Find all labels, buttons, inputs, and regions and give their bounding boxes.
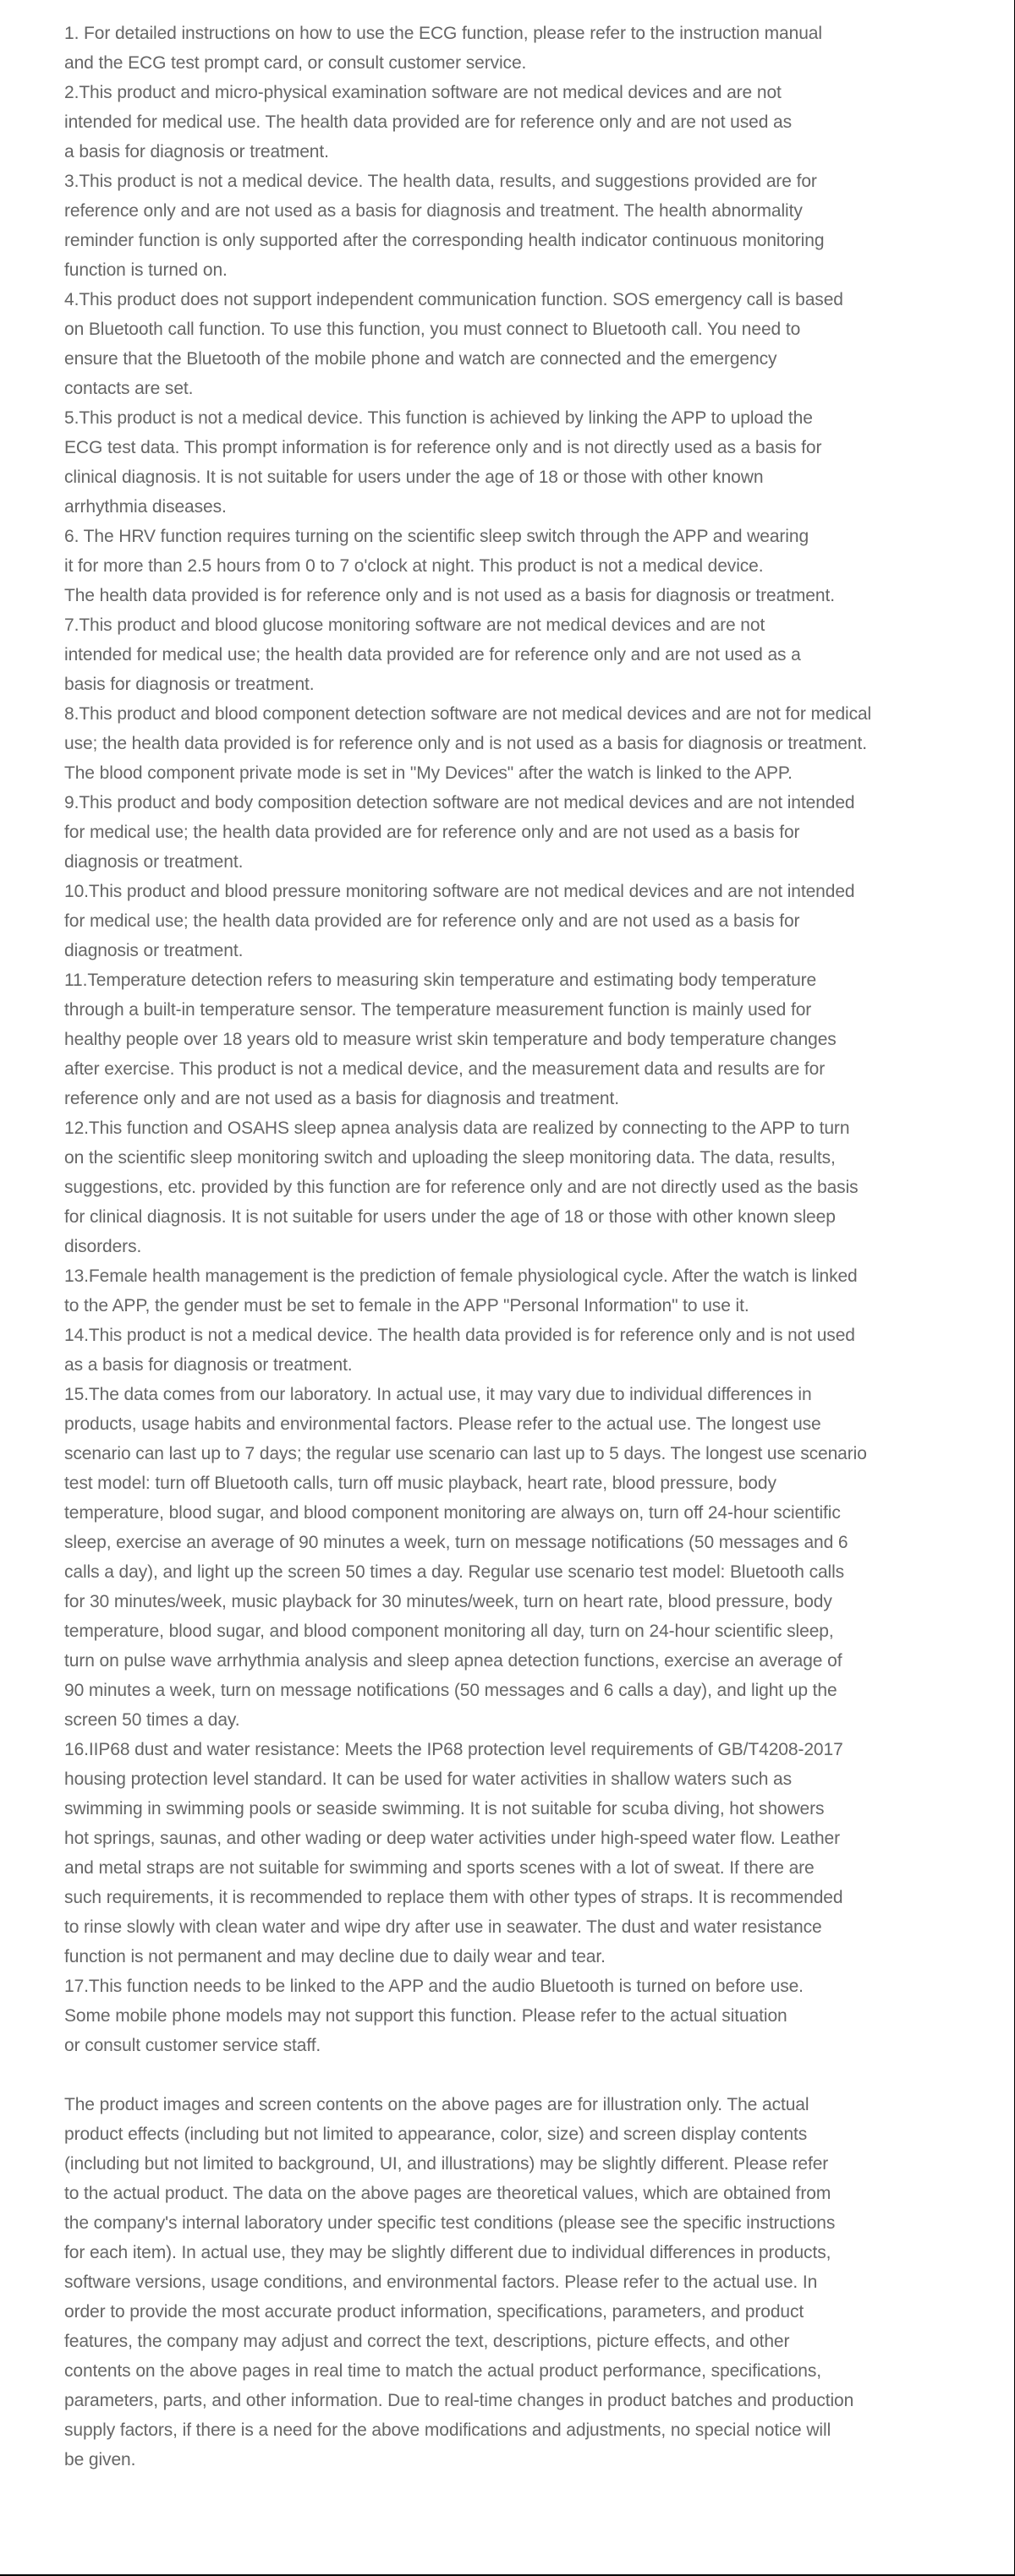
note-item-6 [64,522,871,610]
note-line: swimming in swimming pools or seaside swimming. It is not suitable for scuba diving, hot showers [64,1799,825,1819]
note-line: intended for medical use; the health data provided are for reference only and are not used as a [64,645,801,665]
note-line: 15.The data comes from our laboratory. In actual use, it may vary due to individual differences in [64,1385,812,1404]
note-line: to the APP, the gender must be set to female in the APP "Personal Information" to use it. [64,1296,749,1315]
notes-content [64,19,871,2475]
note-line: a basis for diagnosis or treatment. [64,142,329,161]
notes-list [64,19,871,2060]
note-line: such requirements, it is recommended to replace them with other types of straps. It is recommended [64,1888,843,1907]
note-line: for medical use; the health data provided are for reference only and are not used as a basis for [64,823,800,842]
disclaimer-line: features, the company may adjust and correct the text, descriptions, picture effects, and other [64,2332,790,2351]
disclaimer-line: order to provide the most accurate product information, specifications, parameters, and product [64,2302,804,2322]
note-item-16 [64,1735,871,1972]
note-line: after exercise. This product is not a medical device, and the measurement data and results are for [64,1059,826,1079]
note-line: 11.Temperature detection refers to measuring skin temperature and estimating body temperature [64,971,817,990]
note-line: test model: turn off Bluetooth calls, turn off music playback, heart rate, blood pressure, body [64,1474,776,1493]
note-line: contacts are set. [64,379,194,398]
note-line: reference only and are not used as a basis for diagnosis and treatment. The health abnormality [64,201,803,221]
note-line: intended for medical use. The health data provided are for reference only and are not used as [64,112,793,132]
note-line: hot springs, saunas, and other wading or deep water activities under high-speed water flow. Leather [64,1829,840,1848]
note-line: it for more than 2.5 hours from 0 to 7 o'clock at night. This product is not a medical device. [64,556,764,576]
note-item-7 [64,610,871,699]
note-line: turn on pulse wave arrhythmia analysis and sleep apnea detection functions, exercise an average of [64,1651,842,1671]
note-item-14 [64,1321,871,1380]
disclaimer-line: parameters, parts, and other information. Due to real-time changes in product batches and production [64,2391,854,2410]
note-line: as a basis for diagnosis or treatment. [64,1355,353,1375]
note-line: and the ECG test prompt card, or consult customer service. [64,53,527,73]
note-item-15 [64,1380,871,1735]
note-line: 8.This product and blood component detection software are not medical devices and are not for medical [64,704,872,724]
note-line: 5.This product is not a medical device. This function is achieved by linking the APP to upload the [64,408,813,428]
note-line: temperature, blood sugar, and blood component monitoring are always on, turn off 24-hour scientific [64,1503,841,1523]
disclaimer-line: be given. [64,2450,136,2469]
note-line: function is turned on. [64,260,228,280]
note-line: 13.Female health management is the prediction of female physiological cycle. After the watch is linked [64,1266,858,1286]
note-line: 14.This product is not a medical device. The health data provided is for reference only and is not used [64,1326,855,1345]
note-line: The blood component private mode is set in "My Devices" after the watch is linked to the APP. [64,763,793,783]
disclaimer-line: software versions, usage conditions, and environmental factors. Please refer to the actual use. In [64,2272,818,2292]
disclaimer-line: product effects (including but not limited to appearance, color, size) and screen display contents [64,2125,808,2144]
note-line: ECG test data. This prompt information is for reference only and is not directly used as a basis for [64,438,822,457]
note-line: housing protection level standard. It can be used for water activities in shallow waters such as [64,1769,793,1789]
note-line: The health data provided is for reference only and is not used as a basis for diagnosis or treatment. [64,586,835,605]
note-line: clinical diagnosis. It is not suitable for users under the age of 18 or those with other known [64,468,764,487]
note-line: 90 minutes a week, turn on message notifications (50 messages and 6 calls a day), and light up the [64,1681,837,1700]
note-line: for medical use; the health data provided are for reference only and are not used as a basis for [64,911,800,931]
note-line: to rinse slowly with clean water and wipe dry after use in seawater. The dust and water resistance [64,1917,822,1937]
note-line: 7.This product and blood glucose monitoring software are not medical devices and are not [64,615,765,635]
note-line: 4.This product does not support independent communication function. SOS emergency call is based [64,290,843,309]
note-line: products, usage habits and environmental factors. Please refer to the actual use. The longest use [64,1414,821,1434]
note-line: basis for diagnosis or treatment. [64,675,315,694]
disclaimer-line: to the actual product. The data on the above pages are theoretical values, which are obtained from [64,2184,831,2203]
note-line: 12.This function and OSAHS sleep apnea analysis data are realized by connecting to the APP to turn [64,1118,850,1138]
disclaimer-line: contents on the above pages in real time to match the actual product performance, specifications, [64,2361,821,2381]
disclaimer-line: (including but not limited to background, UI, and illustrations) may be slightly different. Please refer [64,2154,829,2174]
note-line: 6. The HRV function requires turning on the scientific sleep switch through the APP and wearing [64,527,809,546]
note-line: 16.IIP68 dust and water resistance: Meets the IP68 protection level requirements of GB/T4208-2017 [64,1740,843,1759]
note-item-8 [64,699,871,788]
note-line: through a built-in temperature sensor. The temperature measurement function is mainly used for [64,1000,812,1020]
note-line: suggestions, etc. provided by this function are for reference only and are not directly used as the basis [64,1178,859,1197]
note-item-12 [64,1113,871,1261]
note-line: 9.This product and body composition detection software are not medical devices and are not intended [64,793,855,812]
note-line: and metal straps are not suitable for swimming and sports scenes with a lot of sweat. If there are [64,1858,815,1878]
note-line: on the scientific sleep monitoring switch and uploading the sleep monitoring data. The data, results, [64,1148,836,1168]
note-line: reminder function is only supported after the corresponding health indicator continuous monitoring [64,231,825,250]
note-item-3 [64,167,871,285]
note-line: calls a day), and light up the screen 50 times a day. Regular use scenario test model: Bluetooth calls [64,1562,845,1582]
note-line: 10.This product and blood pressure monitoring software are not medical devices and are not intended [64,882,855,901]
note-line: 3.This product is not a medical device. The health data, results, and suggestions provided are for [64,172,817,191]
disclaimer-line: the company's internal laboratory under specific test conditions (please see the specific instructions [64,2213,836,2233]
note-line: on Bluetooth call function. To use this function, you must connect to Bluetooth call. You need to [64,320,801,339]
note-line: arrhythmia diseases. [64,497,227,517]
note-line: Some mobile phone models may not support this function. Please refer to the actual situation [64,2006,787,2026]
disclaimer-line: for each item). In actual use, they may be slightly different due to individual differences in products, [64,2243,831,2262]
note-line: disorders. [64,1237,142,1256]
note-line: healthy people over 18 years old to measure wrist skin temperature and body temperature changes [64,1030,837,1049]
note-line: or consult customer service staff. [64,2036,321,2055]
note-item-11 [64,965,871,1113]
note-item-2 [64,78,871,167]
note-line: for 30 minutes/week, music playback for 30 minutes/week, turn on heart rate, blood pressure, body [64,1592,832,1611]
note-item-4 [64,285,871,403]
note-line: use; the health data provided is for reference only and is not used as a basis for diagnosis or treatment. [64,734,867,753]
note-line: sleep, exercise an average of 90 minutes a week, turn on message notifications (50 messages and 6 [64,1533,848,1552]
note-item-1 [64,19,871,78]
note-line: 17.This function needs to be linked to the APP and the audio Bluetooth is turned on before use. [64,1977,804,1996]
note-line: diagnosis or treatment. [64,852,244,872]
note-line: screen 50 times a day. [64,1710,240,1730]
note-line: function is not permanent and may decline due to daily wear and tear. [64,1947,606,1966]
note-line: ensure that the Bluetooth of the mobile phone and watch are connected and the emergency [64,349,777,369]
note-item-17 [64,1972,871,2060]
disclaimer-paragraph [64,2090,871,2475]
paragraph-spacer [64,2060,871,2090]
note-line: temperature, blood sugar, and blood component monitoring all day, turn on 24-hour scientific sleep, [64,1622,834,1641]
disclaimer-line: The product images and screen contents on the above pages are for illustration only. The actual [64,2095,809,2114]
note-item-9 [64,788,871,877]
disclaimer-line: supply factors, if there is a need for the above modifications and adjustments, no special notice will [64,2420,831,2440]
note-item-13 [64,1261,871,1321]
note-line: 2.This product and micro-physical examination software are not medical devices and are not [64,83,782,102]
note-item-5 [64,403,871,522]
note-line: reference only and are not used as a basis for diagnosis and treatment. [64,1089,619,1108]
note-line: 1. For detailed instructions on how to use the ECG function, please refer to the instruction manual [64,24,822,43]
note-line: scenario can last up to 7 days; the regular use scenario can last up to 5 days. The longest use scenario [64,1444,867,1463]
note-line: diagnosis or treatment. [64,941,244,960]
note-line: for clinical diagnosis. It is not suitable for users under the age of 18 or those with other known sleep [64,1207,836,1227]
note-item-10 [64,877,871,965]
